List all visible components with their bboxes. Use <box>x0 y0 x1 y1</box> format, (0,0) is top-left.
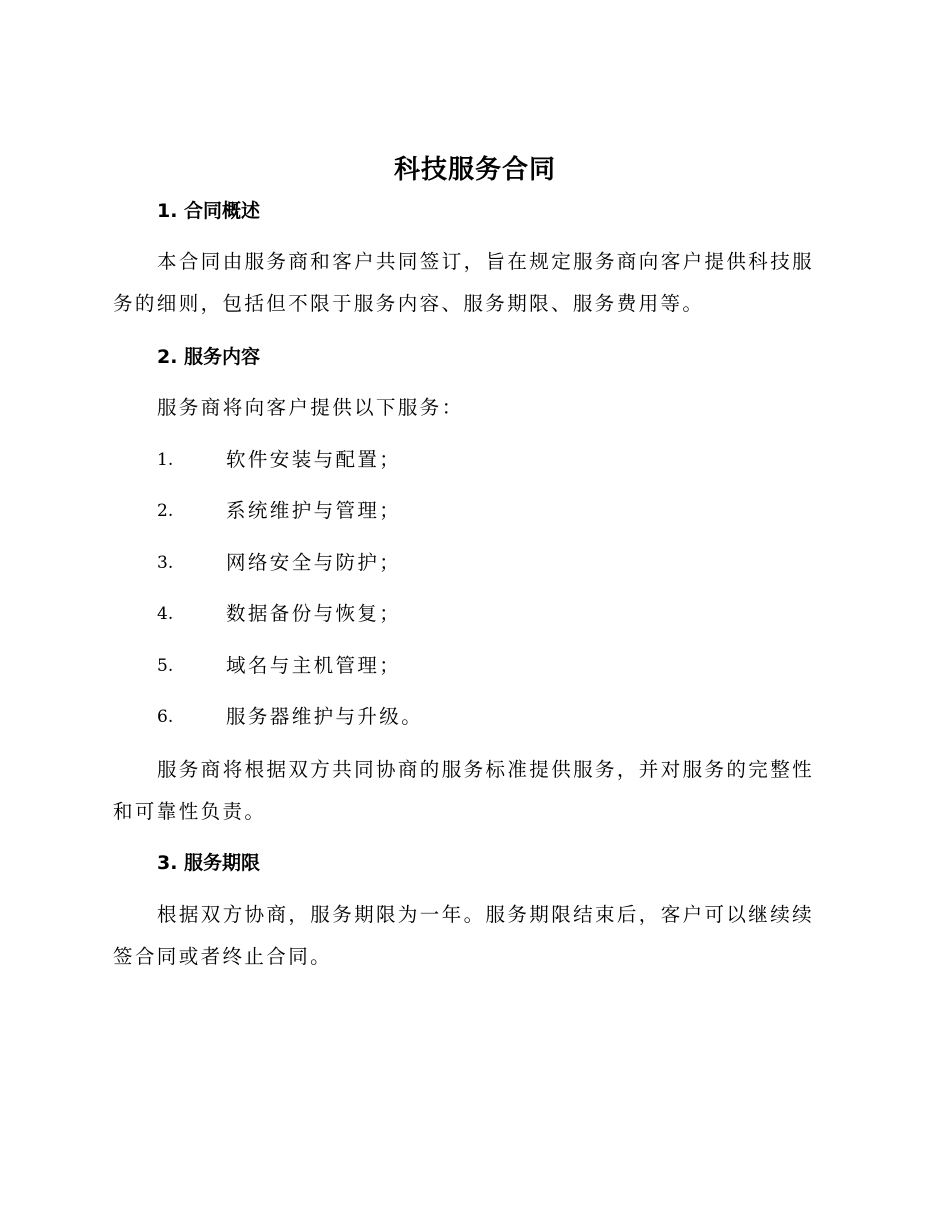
list-item-text: 网络安全与防护； <box>226 551 402 574</box>
services-closing-paragraph: 服务商将根据双方共同协商的服务标准提供服务，并对服务的完整性和可靠性负责。 <box>113 758 815 823</box>
list-item <box>157 702 757 732</box>
list-item-number: 3. <box>157 553 174 573</box>
list-item-text: 数据备份与恢复； <box>226 602 402 625</box>
section-heading-services: 2. 服务内容 <box>157 346 261 368</box>
list-item <box>157 445 757 475</box>
list-item-number: 2. <box>157 501 174 521</box>
list-item-number: 1. <box>157 450 174 470</box>
list-item <box>157 599 757 629</box>
section-paragraph-overview: 本合同由服务商和客户共同签订，旨在规定服务商向客户提供科技服务的细则，包括但不限于服务内容、服务期限、服务费用等。 <box>113 250 815 315</box>
services-intro: 服务商将向客户提供以下服务： <box>157 396 464 419</box>
list-item <box>157 548 757 578</box>
list-item <box>157 651 757 681</box>
section-paragraph-term: 根据双方协商，服务期限为一年。服务期限结束后，客户可以继续续签合同或者终止合同。 <box>113 903 815 968</box>
section-heading-term: 3. 服务期限 <box>157 852 261 874</box>
list-item-number: 5. <box>157 656 174 676</box>
list-item-number: 4. <box>157 604 174 624</box>
list-item-text: 服务器维护与升级。 <box>226 705 424 728</box>
list-item-number: 6. <box>157 707 174 727</box>
list-item <box>157 496 757 526</box>
list-item-text: 域名与主机管理； <box>226 654 402 677</box>
document-title: 科技服务合同 <box>393 155 556 185</box>
section-heading-overview: 1. 合同概述 <box>157 200 261 222</box>
list-item-text: 软件安装与配置； <box>226 448 402 471</box>
list-item-text: 系统维护与管理； <box>226 499 402 522</box>
